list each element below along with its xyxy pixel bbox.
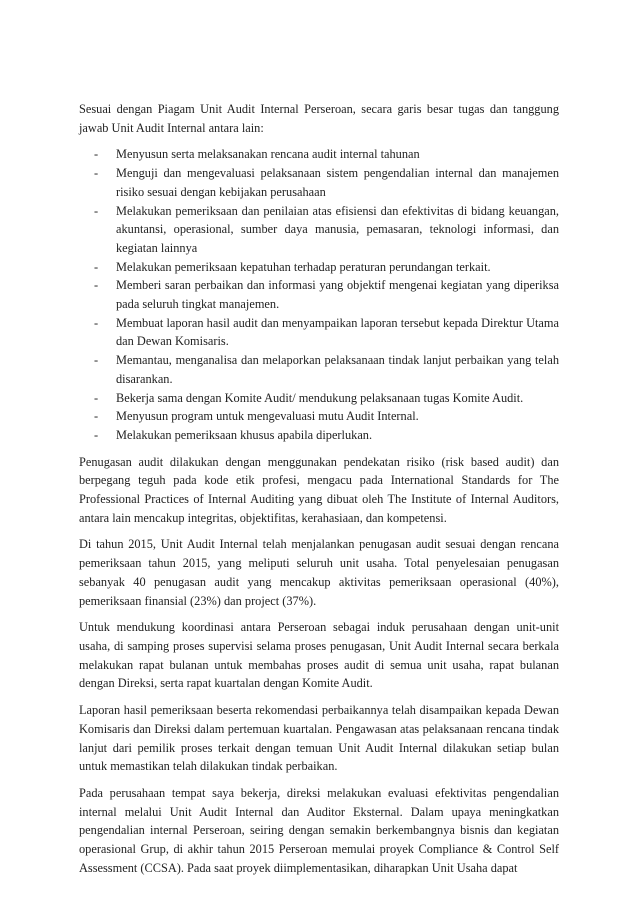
document-page	[79, 100, 559, 885]
task-text: Menguji dan mengevaluasi pelaksanaan sistem pengendalian internal dan manajemen risiko sesuai dengan kebijakan perusahaan	[116, 166, 559, 199]
body-paragraph-reporting: Laporan hasil pemeriksaan beserta rekomendasi perbaikannya telah disampaikan kepada Dewan Komisaris dan Direksi dalam pertemuan kuartalan. Pengawasan atas pelaksanaan rencana tindak lanjut dari pemilik proses terkait dengan temuan Unit Audit Internal dilakukan setiap bulan untuk memastikan telah dilakukan tindak perbaikan.	[79, 703, 559, 774]
task-item	[79, 276, 559, 313]
task-item	[79, 145, 559, 164]
bullet-dash: -	[94, 259, 99, 274]
bullet-dash: -	[94, 390, 99, 405]
task-item	[79, 164, 559, 201]
body-paragraph-audit-approach: Penugasan audit dilakukan dengan menggunakan pendekatan risiko (risk based audit) dan berpegang teguh pada kode etik profesi, mengacu pada International Standards for The Professional Practices of Internal Auditing yang dibuat oleh The Institute of Internal Auditors, antara lain mencakup integritas, objektifitas, kerahasiaan, dan kompetensi.	[79, 454, 559, 525]
task-text: Melakukan pemeriksaan kepatuhan terhadap peraturan perundangan terkait.	[116, 259, 491, 274]
task-item	[79, 389, 559, 408]
task-item	[79, 407, 559, 426]
task-item	[79, 351, 559, 388]
task-text: Memberi saran perbaikan dan informasi yang objektif mengenai kegiatan yang diperiksa pada seluruh tingkat manajemen.	[116, 278, 559, 312]
task-text: Melakukan pemeriksaan khusus apabila diperlukan.	[116, 427, 373, 442]
body-paragraph-ccsa: Pada perusahaan tempat saya bekerja, direksi melakukan evaluasi efektivitas pengendalian internal melalui Unit Audit Internal dan Auditor Eksternal. Dalam upaya meningkatkan pengendalian internal Perseroan, seiring dengan semakin berkembangnya bisnis dan kegiatan operasional Grup, di akhir tahun 2015 Perseroan memulai proyek Compliance & Control Self Assessment (CCSA). Pada saat proyek diimplementasikan, diharapkan Unit Usaha dapat	[79, 785, 559, 875]
bullet-dash: -	[94, 315, 99, 330]
task-text: Menyusun serta melaksanakan rencana audit internal tahunan	[116, 147, 420, 162]
intro-paragraph: Sesuai dengan Piagam Unit Audit Internal Perseroan, secara garis besar tugas dan tanggung jawab Unit Audit Internal antara lain:	[79, 102, 559, 135]
body-paragraph-coordination: Untuk mendukung koordinasi antara Perseroan sebagai induk perusahaan dengan unit-unit usaha, di samping proses supervisi selama proses penugasan, Unit Audit Internal secara berkala melakukan rapat bulanan untuk membahas proses audit di semua unit usaha, rapat bulanan dengan Direksi, serta rapat kuartalan dengan Komite Audit.	[79, 620, 559, 691]
task-item	[79, 426, 559, 445]
task-text: Melakukan pemeriksaan dan penilaian atas efisiensi dan efektivitas di bidang keuangan, akuntansi, operasional, sumber daya manusia, pemasaran, teknologi informasi, dan kegiatan lainnya	[116, 203, 559, 255]
bullet-dash: -	[94, 353, 99, 368]
task-text: Membuat laporan hasil audit dan menyampaikan laporan tersebut kepada Direktur Utama dan Dewan Komisaris.	[116, 315, 559, 349]
bullet-dash: -	[94, 427, 99, 442]
bullet-dash: -	[94, 409, 99, 424]
bullet-dash: -	[94, 203, 99, 218]
bullet-dash: -	[94, 166, 99, 181]
bullet-dash: -	[94, 147, 99, 162]
task-item	[79, 258, 559, 277]
task-text: Menyusun program untuk mengevaluasi mutu Audit Internal.	[116, 409, 419, 424]
task-text: Bekerja sama dengan Komite Audit/ mendukung pelaksanaan tugas Komite Audit.	[116, 390, 524, 405]
task-text: Memantau, menganalisa dan melaporkan pelaksanaan tindak lanjut perbaikan yang telah disarankan.	[116, 353, 559, 386]
task-item	[79, 314, 559, 351]
task-list	[79, 145, 559, 444]
task-item	[79, 202, 559, 258]
bullet-dash: -	[94, 278, 99, 293]
body-paragraph-2015-assignments: Di tahun 2015, Unit Audit Internal telah menjalankan penugasan audit sesuai dengan rencana pemeriksaan tahun 2015, yang meliputi seluruh unit usaha. Total penyelesaian penugasan sebanyak 40 penugasan audit yang mencakup aktivitas pemeriksaan operasional (40%), pemeriksaan finansial (23%) dan project (37%).	[79, 537, 559, 608]
